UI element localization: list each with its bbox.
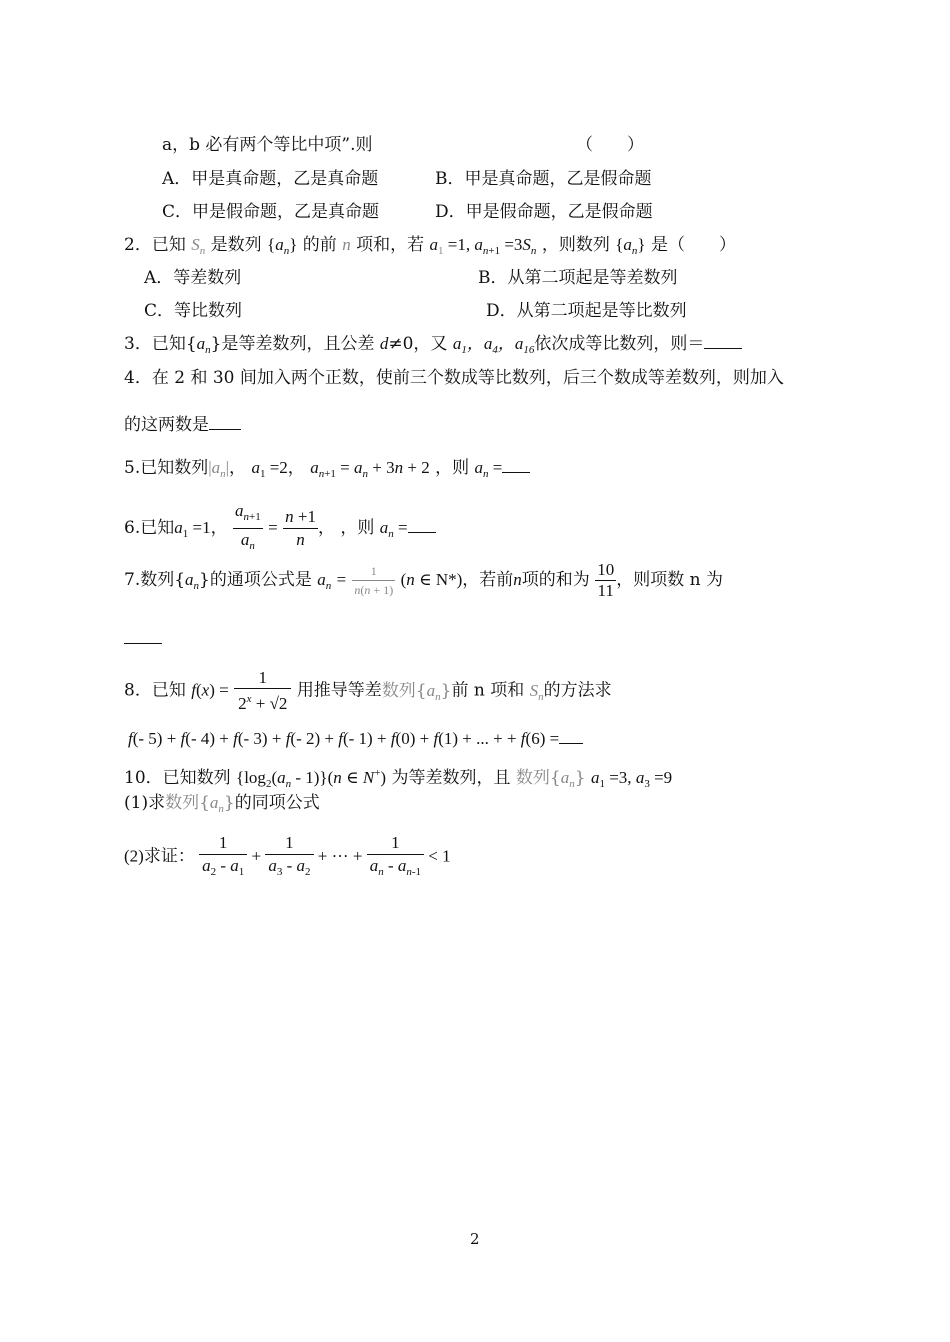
answer-paren: （ ）	[576, 135, 644, 155]
question-3: 3．已知$\{a_n\}$是等差数列，且公差 d≠0，又 $a_1$，$a_4$，$a_{16}$依次成等比数列，则＝	[124, 333, 742, 361]
q2-option-d: D．从第二项起是等比数列	[486, 301, 687, 321]
formula: $a_n$ =	[379, 518, 408, 540]
formula: $a_n$ =	[474, 458, 503, 480]
formula: $a_1 =2$	[251, 458, 288, 480]
answer-blank[interactable]	[559, 729, 583, 744]
option-a: A．甲是真命题，乙是真命题	[162, 169, 379, 189]
formula: $a_{n+1} = a_n + 3n + 2$	[310, 458, 430, 480]
formula: 数列$\{a_n\}$	[381, 680, 452, 703]
q8-formula: f(- 5) + f(- 4) + f(- 3) + f(- 2) + f(- 1) + f(0) + f(1) + ... + + f(6) =	[128, 728, 583, 750]
fraction: $\frac{n +1}{n}$	[285, 507, 316, 549]
fraction: $\frac{1}{n(n + 1)}$	[354, 564, 394, 597]
q2-option-b: B．从第二项起是等差数列	[478, 268, 678, 288]
formula: 数列$\{a_n\}$	[165, 793, 235, 815]
option-c: C．甲是假命题，乙是真命题	[162, 202, 380, 222]
question-4-line-2: 的这两数是	[124, 414, 241, 436]
question-6: 6.已知$a_1 =1$， $\frac{a_{n+1}}{a_n}$ = $\frac{n +1}{n}$ ， ，则 $a_n$ =	[124, 500, 436, 544]
fraction: $\frac{1}{2^x + √2}$	[234, 668, 291, 714]
formula: $a_1 =1$	[174, 518, 211, 540]
option-d: D．甲是假命题，乙是假命题	[435, 202, 653, 222]
line-1: a，b 必有两个等比中项”.则	[162, 135, 373, 155]
question-7: 7.数列$\{a_n\}$的通项公式是 $a_n$ = $\frac{1}{n(n + 1)}$ (n ∈ N*)，若前n项的和为 $\frac{10}{11}$ ，则项数 n 为	[124, 560, 723, 600]
fraction: $\frac{1}{a_2 - a_1}$	[199, 832, 247, 883]
question-10: 10．已知数列 $\{\log_2(a_n - 1)\}(n$ ∈ N+) 为等差数列，且 数列$\{a_n\}$ $a_1 =3$, $a_3 =9$	[124, 767, 673, 790]
question-10-part-2: (2)求证： $\frac{1}{a_2 - a_1}$ + $\frac{1}{a_3 - a_2}$ + ··· + $\frac{1}{a_n - a_{n-1}}$ < 1	[124, 832, 451, 880]
fraction: $\frac{a_{n+1}}{a_n}$	[233, 500, 263, 557]
answer-blank[interactable]	[209, 415, 241, 430]
formula: $a_1$，$a_4$，$a_{16}$	[452, 334, 535, 356]
question-8: 8．已知 f(x) = $\frac{1}{2^x + √2}$ 用推导等差数列$\{a_n\}$前 n 项和 $S_n$的方法求	[124, 668, 612, 713]
answer-blank-line	[124, 628, 162, 650]
fraction: $\frac{1}{a_n - a_{n-1}}$	[367, 832, 424, 883]
formula: $\{\log_2(a_n - 1)\}(n$ ∈ N+)	[236, 767, 387, 790]
fraction: $\frac{10}{11}$	[597, 560, 615, 600]
formula: $|a_n|$	[208, 458, 230, 480]
answer-blank[interactable]	[502, 458, 530, 473]
formula: $\{a_n\}$	[267, 235, 298, 257]
answer-blank[interactable]	[124, 629, 162, 644]
answer-blank[interactable]	[704, 334, 742, 349]
fraction: $\frac{1}{a_3 - a_2}$	[265, 832, 313, 883]
formula: $a_1 =1$, $a_{n+1} =3S_n$	[429, 235, 537, 257]
formula: f(x) =	[191, 680, 229, 700]
formula: $\{a_n\}$	[615, 235, 646, 257]
q2-option-a: A．等差数列	[144, 268, 242, 288]
formula: $S_n$	[529, 680, 544, 703]
answer-blank[interactable]	[408, 518, 436, 533]
question-5: 5.已知数列$|a_n|$， $a_1 =2$， $a_{n+1} = a_n + 3n + 2$ ，则 $a_n$ =	[124, 457, 530, 485]
formula: $S_n$	[191, 235, 206, 257]
question-4-line-1: 4．在 2 和 30 间加入两个正数，使前三个数成等比数列，后三个数成等差数列，则加入	[124, 368, 784, 388]
formula: $a_1 =3$, $a_3 =9$	[590, 768, 673, 790]
formula: n	[342, 235, 351, 254]
option-b: B．甲是真命题，乙是假命题	[435, 169, 652, 189]
q2-option-c: C．等比数列	[144, 301, 243, 321]
question-2: 2．已知 $S_n$ 是数列 $\{a_n\}$ 的前 n 项和，若 $a_1 =1$, $a_{n+1} =3S_n$ ，则数列 $\{a_n\}$ 是（ ）	[124, 235, 736, 257]
formula: (n ∈ N*)	[400, 570, 463, 589]
question-10-part-1: (1)求数列$\{a_n\}$的同项公式	[124, 793, 320, 815]
formula: d	[379, 334, 389, 353]
page-number: 2	[470, 1230, 480, 1248]
formula: 数列$\{a_n\}$	[515, 768, 586, 790]
formula: $a_n$	[196, 334, 211, 356]
formula: $a_n$ =	[317, 570, 348, 592]
formula: $a_n$	[185, 570, 200, 592]
